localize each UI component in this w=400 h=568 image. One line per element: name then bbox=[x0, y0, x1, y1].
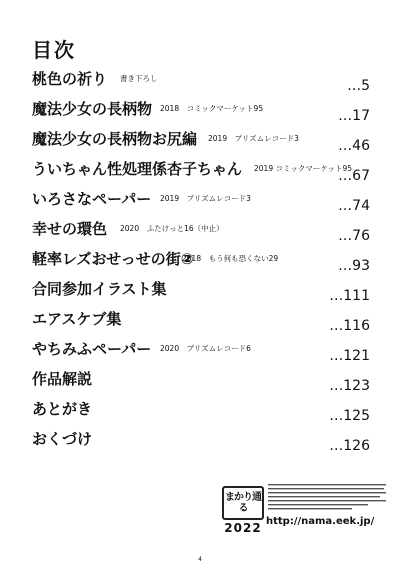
entry-note: 2018 もう何も恐くない29 bbox=[182, 254, 279, 263]
entry-note: 2020 ふたけっと16（中止） bbox=[120, 224, 224, 233]
entry-title: 魔法少女の長柄物お尻編 bbox=[32, 130, 198, 148]
toc-entry bbox=[32, 188, 370, 214]
entry-page: …93 bbox=[338, 258, 370, 274]
entry-title: 幸せの環色 bbox=[32, 220, 108, 238]
website-url[interactable]: http://nama.eek.jp/ bbox=[266, 516, 375, 527]
toc-entry bbox=[32, 248, 370, 274]
entry-page: …74 bbox=[338, 198, 370, 214]
entry-title: エアスケブ集 bbox=[32, 310, 122, 328]
fine-print-lines bbox=[268, 484, 388, 512]
entry-title: やちみふペーパー bbox=[32, 340, 152, 358]
entry-title: 軽率レズおせっせの街② bbox=[32, 250, 194, 268]
entry-note: 2019 プリズムレコード3 bbox=[208, 134, 299, 143]
entry-page: …116 bbox=[329, 318, 370, 334]
page-number: 4 bbox=[198, 556, 202, 563]
toc-entry bbox=[32, 218, 370, 244]
entry-page: …126 bbox=[329, 438, 370, 454]
toc-entry bbox=[32, 98, 370, 124]
toc-entry bbox=[32, 278, 370, 304]
entry-title: ういちゃん性処理係杏子ちゃん bbox=[32, 160, 243, 178]
toc-entry bbox=[32, 68, 370, 94]
entry-title: 合同参加イラスト集 bbox=[32, 280, 167, 298]
circle-logo bbox=[222, 486, 264, 535]
logo-mark: まかり通る bbox=[222, 486, 264, 520]
entry-page: …46 bbox=[338, 138, 370, 154]
entry-page: …125 bbox=[329, 408, 370, 424]
toc-entry bbox=[32, 158, 370, 184]
entry-page: …5 bbox=[347, 78, 370, 94]
toc-entry bbox=[32, 338, 370, 364]
entry-page: …76 bbox=[338, 228, 370, 244]
logo-year: 2022 bbox=[224, 521, 262, 535]
legal-notice bbox=[268, 484, 388, 514]
entry-note: 2018 コミックマーケット95 bbox=[160, 104, 264, 113]
toc-entry bbox=[32, 128, 370, 154]
entry-page: …121 bbox=[329, 348, 370, 364]
entry-note: 2020 プリズムレコード6 bbox=[160, 344, 251, 353]
toc-entry bbox=[32, 428, 370, 454]
toc-entry bbox=[32, 308, 370, 334]
entry-page: …111 bbox=[329, 288, 370, 304]
entry-title: おくづけ bbox=[32, 430, 93, 448]
toc-entry bbox=[32, 398, 370, 424]
toc-title: 目次 bbox=[32, 38, 76, 62]
toc-entry bbox=[32, 368, 370, 394]
entry-note: 2019 プリズムレコード3 bbox=[160, 194, 251, 203]
entry-title: いろさなペーパー bbox=[32, 190, 152, 208]
entry-title: あとがき bbox=[32, 400, 93, 418]
entry-page: …123 bbox=[329, 378, 370, 394]
entry-note: 2019 コミックマーケット95 bbox=[254, 164, 352, 173]
entry-note: 書き下ろし bbox=[120, 74, 158, 83]
entry-title: 作品解説 bbox=[32, 370, 93, 388]
entry-page: …67 bbox=[338, 168, 370, 184]
entry-page: …17 bbox=[338, 108, 370, 124]
entry-title: 魔法少女の長柄物 bbox=[32, 100, 153, 118]
entry-title: 桃色の祈り bbox=[32, 70, 108, 88]
